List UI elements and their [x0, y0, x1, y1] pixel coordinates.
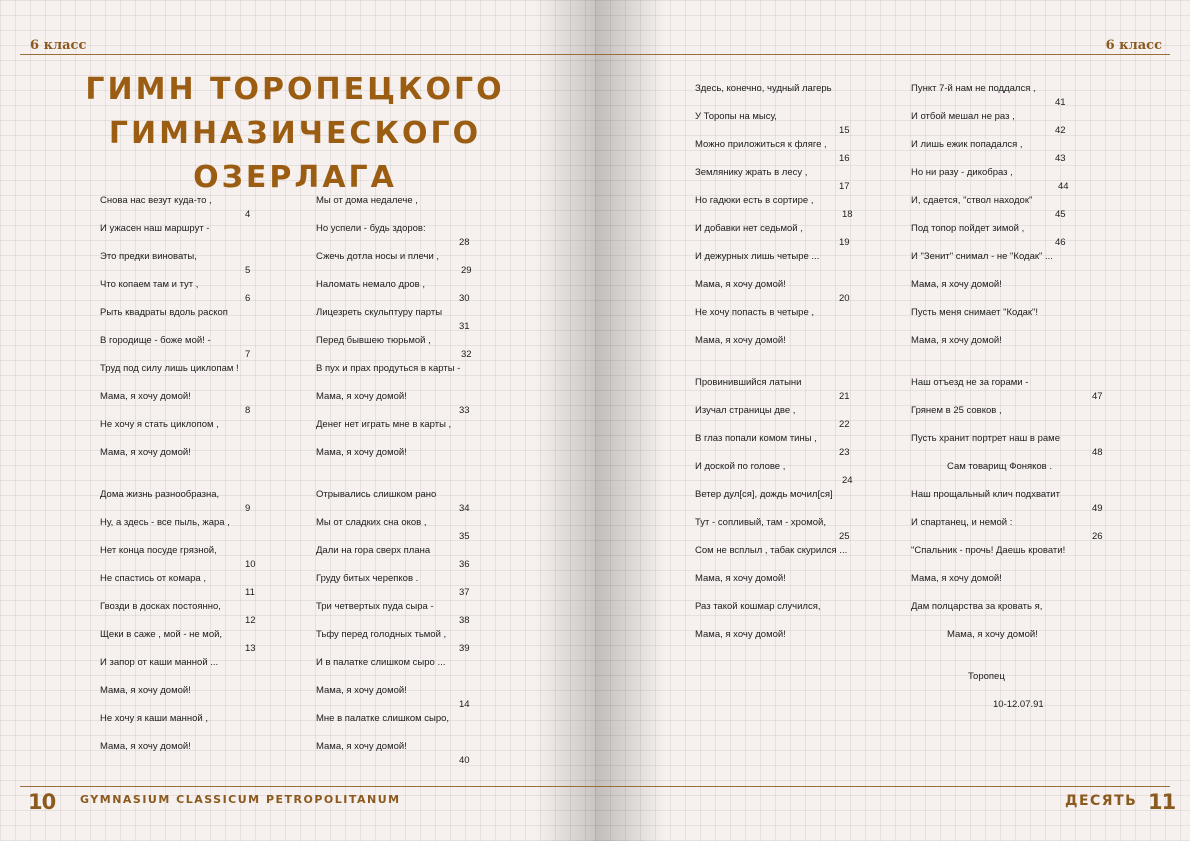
verse-line-number: 42	[1055, 125, 1066, 136]
verse-line: Но гадюки есть в сортире ,	[695, 195, 814, 206]
verse-line: И дежурных лишь четыре ...	[695, 251, 820, 262]
verse-line-number: 43	[1055, 153, 1066, 164]
verse-line: Наломать немало дров ,	[316, 279, 425, 290]
verse-line-number: 28	[459, 237, 470, 248]
verse-line: Мама, я хочу домой!	[911, 573, 1002, 584]
verse-column-1	[100, 0, 260, 800]
verse-line: Дам полцарства за кровать я,	[911, 601, 1043, 612]
signature-place: Торопец	[968, 671, 1005, 682]
verse-line-number: 6	[245, 293, 251, 304]
verse-line-number: 26	[1092, 531, 1103, 542]
verse-column-2	[316, 0, 476, 800]
verse-line: Отрывались слишком рано	[316, 489, 437, 500]
verse-line: Изучал страницы две ,	[695, 405, 796, 416]
verse-line-number: 32	[461, 349, 472, 360]
verse-line-number: 25	[839, 531, 850, 542]
header-label-right: 6 класс	[1105, 38, 1162, 53]
verse-line: И, сдается, "ствол находок"	[911, 195, 1033, 206]
verse-line: Щеки в саже , мой - не мой,	[100, 629, 223, 640]
verse-line: Три четвертых пуда сыра -	[316, 601, 434, 612]
verse-line-number: 10	[245, 559, 256, 570]
title-line-2: ГИМНАЗИЧЕСКОГО ОЗЕРЛАГА	[108, 116, 482, 195]
verse-line: Сжечь дотла носы и плечи ,	[316, 251, 440, 262]
verse-line-number: 34	[459, 503, 470, 514]
verse-line: Ветер дул[ся], дождь мочил[ся]	[695, 489, 833, 500]
verse-line-number: 23	[839, 447, 850, 458]
verse-column-4	[911, 0, 1111, 800]
verse-line-number: 46	[1055, 237, 1066, 248]
verse-line-number: 45	[1055, 209, 1066, 220]
verse-line: Мама, я хочу домой!	[695, 279, 786, 290]
verse-line: Мама, я хочу домой!	[316, 741, 407, 752]
verse-line: Но ни разу - дикобраз ,	[911, 167, 1013, 178]
verse-line: Мама, я хочу домой!	[695, 573, 786, 584]
verse-line-number: 9	[245, 503, 251, 514]
verse-line: Ну, а здесь - все пыль, жара ,	[100, 517, 230, 528]
verse-line: Не хочу я стать циклопом ,	[100, 419, 219, 430]
verse-line-number: 4	[245, 209, 251, 220]
verse-line: У Торопы на мысу,	[695, 111, 777, 122]
verse-line: В глаз попали комом тины ,	[695, 433, 817, 444]
verse-line: Мама, я хочу домой!	[316, 685, 407, 696]
verse-line: Мама, я хочу домой!	[947, 629, 1038, 640]
verse-column-3	[695, 0, 855, 800]
verse-line-number: 29	[461, 265, 472, 276]
verse-line: И доской по голове ,	[695, 461, 786, 472]
verse-line: Перед бывшею тюрьмой ,	[316, 335, 431, 346]
left-gutter-shadow	[535, 0, 595, 841]
verse-line: Пункт 7-й нам не поддался ,	[911, 83, 1036, 94]
verse-line: Мы от сладких сна оков ,	[316, 517, 427, 528]
verse-line-number: 37	[459, 587, 470, 598]
verse-line-number: 49	[1092, 503, 1103, 514]
verse-line: И в палатке слишком сыро ...	[316, 657, 446, 668]
verse-line-number: 12	[245, 615, 256, 626]
verse-line: В пух и прах продуться в карты -	[316, 363, 461, 374]
verse-line: Нет конца посуде грязной,	[100, 545, 217, 556]
verse-line-number: 22	[839, 419, 850, 430]
verse-line-number: 31	[459, 321, 470, 332]
right-page	[595, 0, 1190, 841]
verse-line-number: 18	[842, 209, 853, 220]
verse-line: Пусть хранит портрет наш в раме	[911, 433, 1060, 444]
verse-line: Землянику жрать в лесу ,	[695, 167, 808, 178]
verse-line: Лицезреть скульптуру парты	[316, 307, 443, 318]
verse-line-number: 40	[459, 755, 470, 766]
verse-line-number: 14	[459, 699, 470, 710]
verse-line: Мама, я хочу домой!	[100, 741, 191, 752]
verse-line-number: 21	[839, 391, 850, 402]
verse-line: Денег нет играть мне в карты ,	[316, 419, 452, 430]
verse-line: И "Зенит" снимал - не "Кодак" ...	[911, 251, 1053, 262]
verse-line: Наш прощальный клич подхватит	[911, 489, 1060, 500]
verse-line-number: 15	[839, 125, 850, 136]
verse-line: И спартанец, и немой :	[911, 517, 1013, 528]
verse-line: Мама, я хочу домой!	[695, 629, 786, 640]
verse-line: Тьфу перед голодных тьмой ,	[316, 629, 447, 640]
verse-line: Мама, я хочу домой!	[695, 335, 786, 346]
verse-line: Снова нас везут куда-то ,	[100, 195, 212, 206]
verse-line-number: 7	[245, 349, 251, 360]
page-number-right: 11	[1148, 790, 1176, 814]
verse-line: Рыть квадраты вдоль раскоп	[100, 307, 228, 318]
verse-line: Мама, я хочу домой!	[100, 391, 191, 402]
verse-line: И ужасен наш маршрут -	[100, 223, 210, 234]
footer-page-word: ДЕСЯТЬ	[1065, 793, 1138, 809]
verse-line: Не хочу попасть в четыре ,	[695, 307, 815, 318]
verse-line-number: 35	[459, 531, 470, 542]
verse-line-number: 30	[459, 293, 470, 304]
verse-line: Не хочу я каши манной ,	[100, 713, 209, 724]
verse-line: Дома жизнь разнообразна,	[100, 489, 220, 500]
verse-line: Не спастись от комара ,	[100, 573, 206, 584]
verse-line: "Спальник - прочь! Даешь кровати!	[911, 545, 1066, 556]
verse-line: Здесь, конечно, чудный лагерь	[695, 83, 832, 94]
header-label-left: 6 класс	[30, 38, 87, 53]
verse-line: Гвозди в досках постоянно,	[100, 601, 221, 612]
verse-line-number: 11	[245, 587, 255, 598]
verse-line-number: 44	[1058, 181, 1069, 192]
verse-line-number: 33	[459, 405, 470, 416]
verse-line: Мама, я хочу домой!	[316, 447, 407, 458]
verse-line: Но успели - будь здоров:	[316, 223, 426, 234]
verse-line: Наш отъезд не за горами -	[911, 377, 1029, 388]
verse-line-number: 5	[245, 265, 251, 276]
verse-line: Тут - сопливый, там - хромой,	[695, 517, 826, 528]
verse-line-number: 48	[1092, 447, 1103, 458]
verse-line-number: 17	[839, 181, 850, 192]
verse-line: Груду битых черепков .	[316, 573, 419, 584]
verse-line-number: 39	[459, 643, 470, 654]
verse-line: И добавки нет седьмой ,	[695, 223, 803, 234]
verse-line: Под топор пойдет зимой ,	[911, 223, 1025, 234]
verse-line-number: 13	[245, 643, 256, 654]
verse-line-number: 38	[459, 615, 470, 626]
verse-line: Мама, я хочу домой!	[100, 447, 191, 458]
verse-line-number: 24	[842, 475, 853, 486]
page-number-left: 10	[28, 790, 56, 814]
footer-gymnasium-text: GYMNASIUM CLASSICUM PETROPOLITANUM	[80, 793, 401, 806]
verse-line: Мама, я хочу домой!	[911, 279, 1002, 290]
verse-line-number: 8	[245, 405, 251, 416]
verse-line-number: 47	[1092, 391, 1103, 402]
verse-line: И отбой мешал не раз ,	[911, 111, 1015, 122]
verse-line: Мама, я хочу домой!	[100, 685, 191, 696]
verse-line: Что копаем там и тут ,	[100, 279, 199, 290]
verse-line: Пусть меня снимает "Кодак"!	[911, 307, 1039, 318]
verse-line: Провинившийся латыни	[695, 377, 802, 388]
verse-line-number: 20	[839, 293, 850, 304]
verse-line: Мама, я хочу домой!	[911, 335, 1002, 346]
verse-line: Это предки виноваты,	[100, 251, 197, 262]
verse-line: Сом не всплыл , табак скурился ...	[695, 545, 848, 556]
verse-line-number: 19	[839, 237, 850, 248]
verse-line: Дали на гора сверх плана	[316, 545, 431, 556]
verse-line: Можно приложиться к фляге ,	[695, 139, 827, 150]
verse-line: Мне в палатке слишком сыро,	[316, 713, 450, 724]
verse-line: Грянем в 25 совков ,	[911, 405, 1002, 416]
footer-rule-left	[20, 786, 595, 787]
verse-line: Сам товарищ Фоняков .	[947, 461, 1052, 472]
verse-line-number: 36	[459, 559, 470, 570]
verse-line-number: 41	[1055, 97, 1066, 108]
verse-line: И лишь ежик попадался ,	[911, 139, 1023, 150]
right-gutter-shadow	[595, 0, 665, 841]
title-line-1: ГИМН ТОРОПЕЦКОГО	[85, 72, 505, 107]
footer-rule-right	[595, 786, 1170, 787]
verse-line-number: 16	[839, 153, 850, 164]
verse-line: Мы от дома недалече ,	[316, 195, 418, 206]
verse-line: Труд под силу лишь циклопам !	[100, 363, 239, 374]
verse-line: В городище - боже мой! -	[100, 335, 211, 346]
signature-date: 10-12.07.91	[993, 699, 1044, 710]
verse-line: И запор от каши манной ...	[100, 657, 219, 668]
verse-line: Мама, я хочу домой!	[316, 391, 407, 402]
verse-line: Раз такой кошмар случился,	[695, 601, 821, 612]
